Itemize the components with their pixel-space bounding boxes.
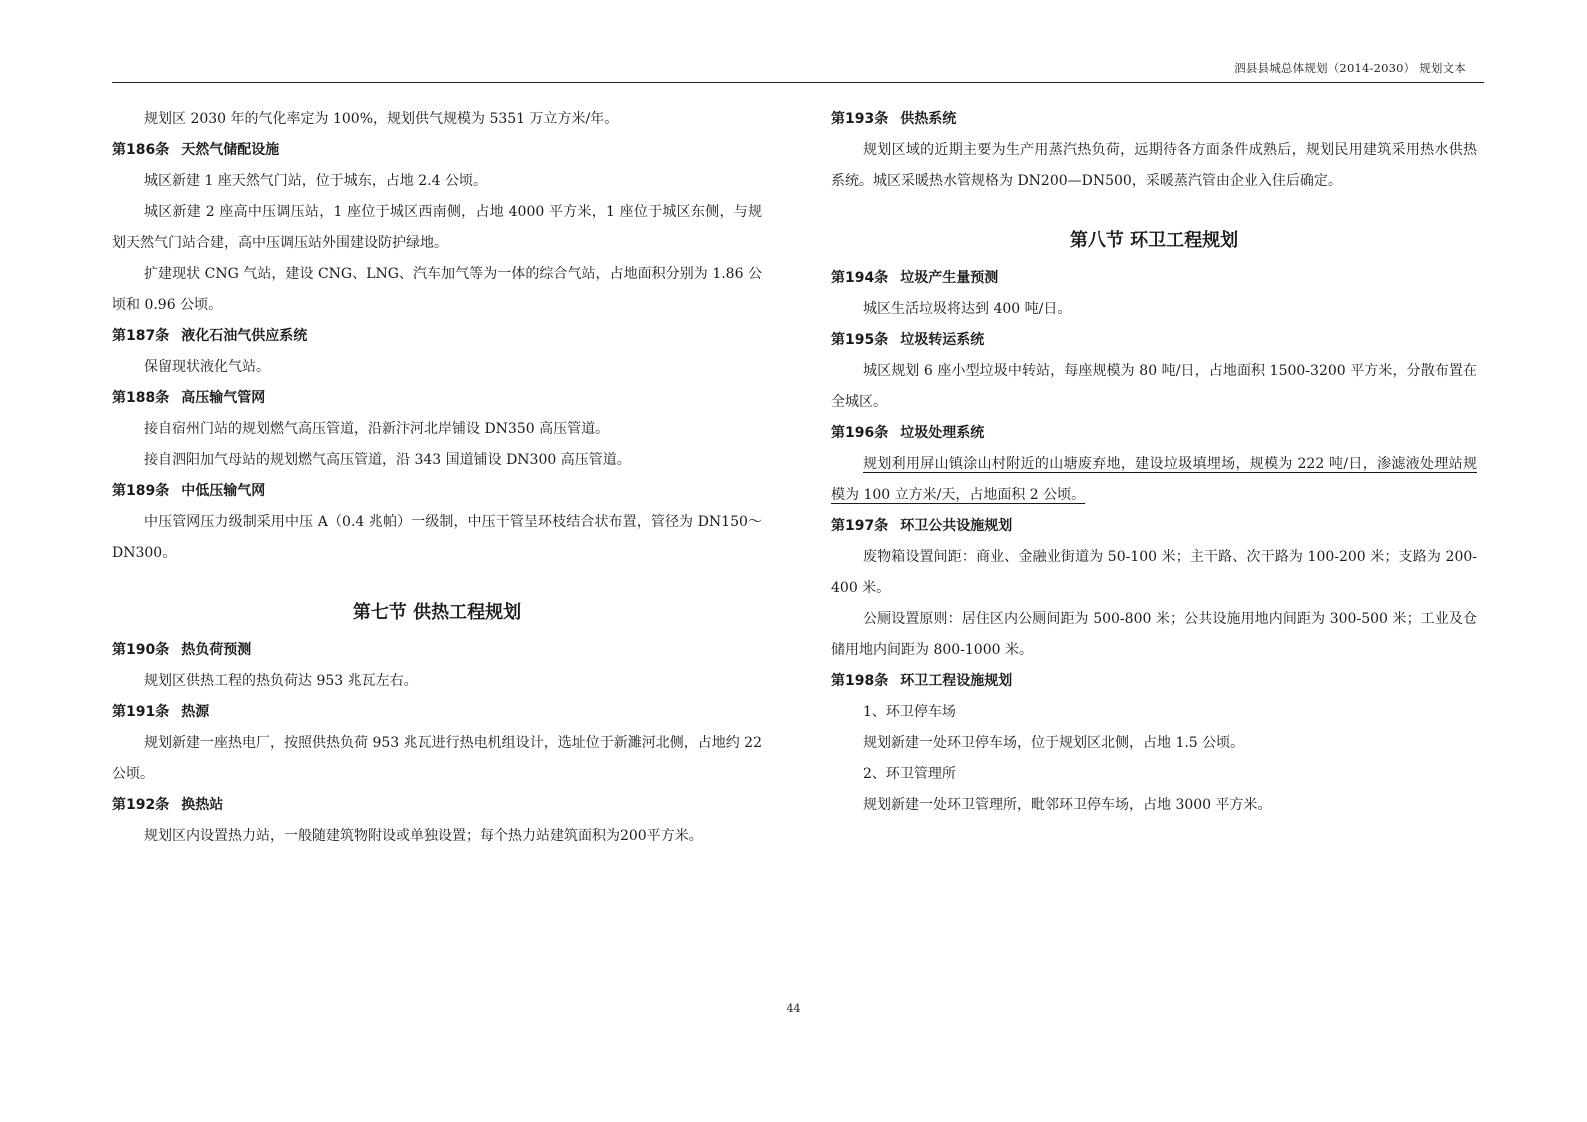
paragraph: 规划区域的近期主要为生产用蒸汽热负荷，远期待各方面条件成熟后，规划民用建筑采用热水供热系统。城区采暖热水管规格为 DN200—DN500，采暖蒸汽管由企业入住后确定。 bbox=[831, 142, 1477, 189]
article-number: 第187条 bbox=[112, 328, 170, 344]
article-title: 天然气储配设施 bbox=[181, 142, 280, 158]
article-193-heading bbox=[831, 104, 1477, 135]
article-189-heading bbox=[112, 476, 762, 507]
article-number: 第190条 bbox=[112, 642, 170, 658]
article-title: 环卫公共设施规划 bbox=[900, 518, 1013, 534]
paragraph: 公厕设置原则：居住区内公厕间距为 500-800 米；公共设施用地内间距为 300-500 米；工业及仓储用地内间距为 800-1000 米。 bbox=[831, 611, 1477, 658]
article-title: 液化石油气供应系统 bbox=[181, 328, 308, 344]
article-number: 第189条 bbox=[112, 483, 170, 499]
article-number: 第191条 bbox=[112, 704, 170, 720]
article-186-heading bbox=[112, 135, 762, 166]
article-194-heading bbox=[831, 263, 1477, 294]
paragraph: 规划新建一处环卫停车场，位于规划区北侧，占地 1.5 公顷。 bbox=[863, 735, 1245, 751]
article-title: 热负荷预测 bbox=[181, 642, 252, 658]
section-8-title: 第八节 环卫工程规划 bbox=[1069, 230, 1239, 251]
article-number: 第186条 bbox=[112, 142, 170, 158]
article-187-heading bbox=[112, 321, 762, 352]
article-title: 高压输气管网 bbox=[181, 390, 266, 406]
paragraph: 城区规划 6 座小型垃圾中转站，每座规模为 80 吨/日，占地面积 1500-3200 平方米，分散布置在全城区。 bbox=[831, 363, 1477, 410]
section-7-title: 第七节 供热工程规划 bbox=[352, 602, 522, 623]
article-title: 垃圾处理系统 bbox=[900, 425, 985, 441]
paragraph: 规划区 2030 年的气化率定为 100%，规划供气规模为 5351 万立方米/年。 bbox=[144, 111, 619, 127]
article-number: 第194条 bbox=[831, 270, 889, 286]
paragraph: 接自泗阳加气母站的规划燃气高压管道，沿 343 国道铺设 DN300 高压管道。 bbox=[144, 452, 631, 468]
paragraph: 中压管网压力级制采用中压 A（0.4 兆帕）一级制，中压干管呈环枝结合状布置，管径为 DN150～DN300。 bbox=[112, 514, 762, 561]
article-number: 第197条 bbox=[831, 518, 889, 534]
paragraph: 规划区供热工程的热负荷达 953 兆瓦左右。 bbox=[144, 673, 418, 689]
paragraph: 规划新建一处环卫管理所，毗邻环卫停车场，占地 3000 平方米。 bbox=[863, 797, 1272, 813]
article-title: 供热系统 bbox=[900, 111, 957, 127]
article-number: 第195条 bbox=[831, 332, 889, 348]
article-190-heading bbox=[112, 635, 762, 666]
paragraph: 城区新建 1 座天然气门站，位于城东，占地 2.4 公顷。 bbox=[144, 173, 487, 189]
article-title: 垃圾转运系统 bbox=[900, 332, 985, 348]
paragraph: 城区新建 2 座高中压调压站，1 座位于城区西南侧，占地 4000 平方米，1 座位于城区东侧，与规划天然气门站合建，高中压调压站外围建设防护绿地。 bbox=[112, 204, 762, 251]
paragraph: 废物箱设置间距：商业、金融业街道为 50-100 米；主干路、次干路为 100-200 米；支路为 200-400 米。 bbox=[831, 549, 1477, 596]
article-title: 环卫工程设施规划 bbox=[900, 673, 1013, 689]
paragraph: 接自宿州门站的规划燃气高压管道，沿新汴河北岸铺设 DN350 高压管道。 bbox=[144, 421, 610, 437]
list-item: 2、环卫管理所 bbox=[863, 766, 956, 782]
page-header bbox=[112, 56, 1484, 83]
article-196-heading bbox=[831, 418, 1477, 449]
header-title: 泗县县城总体规划（2014-2030） 规划文本 bbox=[1234, 61, 1466, 75]
article-191-heading bbox=[112, 697, 762, 728]
paragraph: 城区生活垃圾将达到 400 吨/日。 bbox=[863, 301, 1072, 317]
article-188-heading bbox=[112, 383, 762, 414]
article-title: 换热站 bbox=[181, 797, 224, 813]
underlined-paragraph bbox=[831, 449, 1477, 511]
page-number: 44 bbox=[786, 1002, 801, 1015]
article-192-heading bbox=[112, 790, 762, 821]
article-title: 垃圾产生量预测 bbox=[900, 270, 999, 286]
paragraph: 规划新建一座热电厂，按照供热负荷 953 兆瓦进行热电机组设计，选址位于新濉河北侧，占地约 22 公顷。 bbox=[112, 735, 762, 782]
article-number: 第198条 bbox=[831, 673, 889, 689]
article-number: 第193条 bbox=[831, 111, 889, 127]
article-number: 第196条 bbox=[831, 425, 889, 441]
paragraph: 规划区内设置热力站，一般随建筑物附设或单独设置；每个热力站建筑面积为200平方米。 bbox=[144, 828, 703, 844]
article-title: 热源 bbox=[181, 704, 210, 720]
article-number: 第192条 bbox=[112, 797, 170, 813]
list-item: 1、环卫停车场 bbox=[863, 704, 956, 720]
paragraph: 扩建现状 CNG 气站，建设 CNG、LNG、汽车加气等为一体的综合气站，占地面积分别为 1.86 公顷和 0.96 公顷。 bbox=[112, 266, 762, 313]
article-number: 第188条 bbox=[112, 390, 170, 406]
article-198-heading bbox=[831, 666, 1477, 697]
paragraph: 保留现状液化气站。 bbox=[144, 359, 270, 375]
right-column bbox=[831, 104, 1477, 821]
article-195-heading bbox=[831, 325, 1477, 356]
article-title: 中低压输气网 bbox=[181, 483, 266, 499]
underlined-text: 规划利用屏山镇涂山村附近的山塘废弃地，建设垃圾填埋场，规模为 222 吨/日，渗滤液处理站规模为 100 立方米/天，占地面积 2 公顷。 bbox=[831, 456, 1477, 503]
article-197-heading bbox=[831, 511, 1477, 542]
left-column bbox=[112, 104, 762, 852]
